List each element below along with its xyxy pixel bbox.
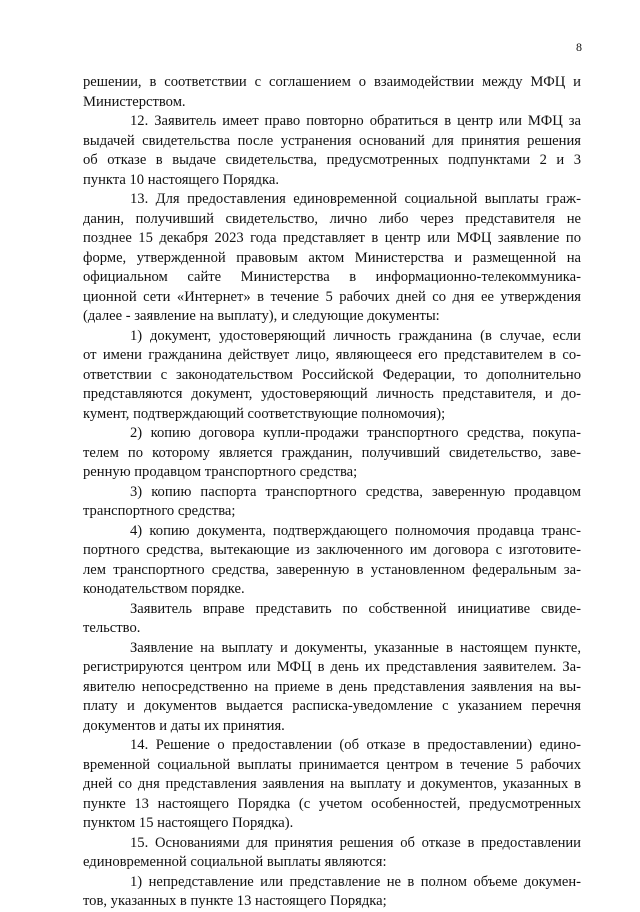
text-line: телем по которому является гражданин, получивший свидетельство, заве-	[83, 444, 581, 461]
document-body	[83, 73, 581, 912]
text-line: от имени гражданина действует лицо, являющееся его представителем в со-	[83, 347, 581, 363]
text-line: выдачей свидетельства после устранения оснований для принятия решения	[83, 132, 581, 149]
text-line: 3) копию паспорта транспортного средства, заверенную продавцом	[130, 483, 581, 500]
text-line: 1) непредставление или представление не в полном объеме докумен-	[130, 873, 581, 890]
text-line: пунктом 15 настоящего Порядка).	[83, 815, 294, 831]
text-line: 2) копию договора купли-продажи транспортного средства, покупа-	[130, 425, 581, 441]
text-line: Заявление на выплату и документы, указанные в настоящем пункте,	[130, 639, 581, 656]
text-line: кумент, подтверждающий соответствующие полномочия);	[83, 405, 446, 422]
text-line: явителю непосредственно на приеме в день представления заявления на вы-	[83, 678, 581, 695]
text-line: временной социальной выплаты принимается центром в течение 5 рабочих	[83, 756, 581, 773]
text-line: решении, в соответствии с соглашением о взаимодействии между МФЦ и	[83, 74, 581, 90]
text-line: пункта 10 настоящего Порядка.	[83, 171, 279, 188]
text-line: тельство.	[83, 620, 141, 636]
text-line: ответствии с законодательством Российской Федерации, то дополнительно	[83, 366, 581, 383]
text-line: портного средства, вытекающие из заключенного им договора с изготовите-	[83, 542, 581, 558]
text-line: позднее 15 декабря 2023 года представляет в центр или МФЦ заявление по	[83, 230, 581, 246]
text-line: плату и документов выдается расписка-уведомление с указанием перечня	[83, 698, 581, 714]
text-line: конодательством порядке.	[83, 581, 245, 597]
text-line: пункте 13 настоящего Порядка (с учетом особенностей, предусмотренных	[83, 795, 581, 812]
text-line: 4) копию документа, подтверждающего полномочия продавца транс-	[130, 522, 581, 539]
text-line: 14. Решение о предоставлении (об отказе в предоставлении) едино-	[130, 737, 581, 753]
text-line: дней со дня представления заявления на выплату и документов, указанных в	[83, 776, 581, 792]
text-line: ренную продавцом транспортного средства;	[83, 464, 358, 480]
text-line: ционной сети «Интернет» в течение 5 рабочих дней со дня ее утверждения	[83, 288, 581, 305]
text-line: 12. Заявитель имеет право повторно обратиться в центр или МФЦ за	[130, 113, 581, 129]
text-line: Министерством.	[83, 93, 186, 110]
text-line: 1) документ, удостоверяющий личность гражданина (в случае, если	[130, 327, 581, 344]
text-line: транспортного средства;	[83, 503, 236, 519]
text-line: официальном сайте Министерства в информационно-телекоммуника-	[83, 269, 581, 285]
text-line: Заявитель вправе представить по собственной инициативе свиде-	[130, 600, 581, 617]
text-line: регистрируются центром или МФЦ в день их представления заявителем. За-	[83, 659, 581, 675]
text-line: 13. Для предоставления единовременной социальной выплаты граж-	[130, 191, 581, 207]
text-line: 15. Основаниями для принятия решения об отказе в предоставлении	[130, 834, 581, 851]
text-line: данин, получивший свидетельство, лично либо через представителя не	[83, 210, 581, 227]
text-line: единовременной социальной выплаты являются:	[83, 854, 387, 870]
text-line: об отказе в выдаче свидетельства, предусмотренных подпунктами 2 и 3	[83, 152, 581, 168]
text-line: лем транспортного средства, заверенную в установленном федеральным за-	[83, 561, 581, 578]
text-line: (далее - заявление на выплату), и следующие документы:	[83, 308, 440, 324]
page-number: 8	[576, 40, 582, 54]
text-line: документов и даты их принятия.	[83, 717, 285, 734]
text-line: тов, указанных в пункте 13 настоящего Порядка;	[83, 893, 387, 909]
text-line: форме, утвержденной правовым актом Министерства и размещенной на	[83, 249, 581, 266]
text-line: представляются документ, удостоверяющий личность представителя, и до-	[83, 386, 581, 402]
